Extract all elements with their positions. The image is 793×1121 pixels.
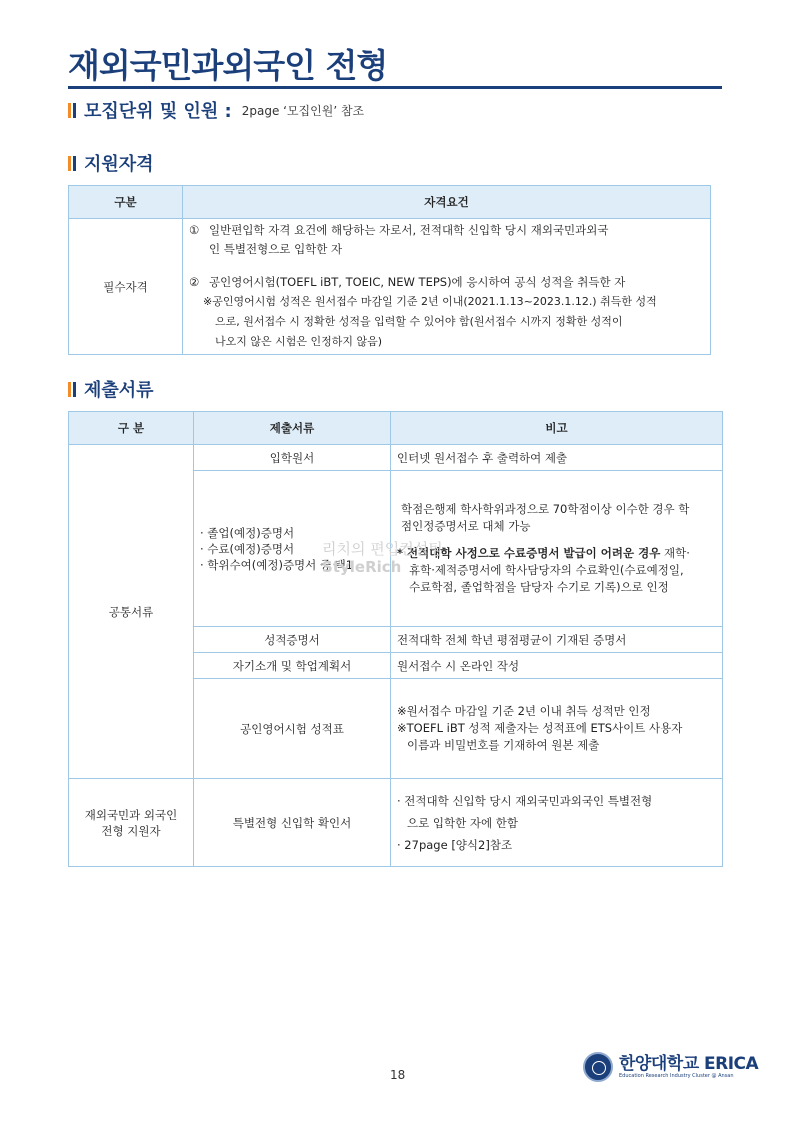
eligibility-requirements: [183, 219, 711, 355]
requirement-note-line2: 으로, 원서접수 시 정확한 성적을 입력할 수 있어야 함(원서접수 시까지 정확한 성적이: [215, 315, 623, 328]
logo-main-text: 한양대학교 ERICA: [619, 1053, 759, 1074]
section-eligibility-title: 지원자격: [84, 154, 154, 175]
watermark-line1: 리치의 편입컨설팅: [322, 540, 443, 558]
group-common-docs: 공통서류: [69, 445, 194, 779]
remark-application-form: 인터넷 원서접수 후 출력하여 제출: [391, 445, 723, 471]
requirement-1-line1: 일반편입학 자격 요건에 해당하는 자로서, 전적대학 신입학 당시 재외국민과외국: [209, 223, 609, 237]
requirement-note-line3: 나오지 않은 시험은 인정하지 않음): [215, 335, 383, 348]
logo-sub-text: Education Research Industry Cluster @ Ansan: [619, 1072, 734, 1079]
doc-graduation-cert: · 졸업(예정)증명서: [200, 525, 295, 540]
remark-completion-line3: 수료학점, 졸업학점을 담당자 수기로 기록)으로 인정: [409, 580, 669, 594]
remark-english-score: [391, 679, 723, 779]
requirement-1-line2: 인 특별전형으로 입학한 자: [209, 242, 343, 256]
group-overseas-applicants: [69, 779, 194, 867]
documents-table: [68, 411, 723, 867]
doc-degree-cert: · 학위수여(예정)증명서 중 택1: [200, 557, 354, 572]
item-number: ①: [189, 223, 200, 237]
documents-header-document: 제출서류: [194, 412, 391, 445]
university-seal-icon: [583, 1052, 613, 1082]
doc-english-score: 공인영어시험 성적표: [194, 679, 391, 779]
eligibility-header-category: 구분: [69, 186, 183, 219]
watermark-line2: StyleRich: [322, 558, 402, 576]
requirement-2-line1: 공인영어시험(TOEFL iBT, TOEIC, NEW TEPS)에 응시하여 공식 성적을 취득한 자: [209, 275, 626, 289]
remark-english-line3: 이름과 비밀번호를 기재하여 원본 제출: [407, 738, 600, 752]
section-recruitment-sub: 2page ‘모집인원’ 참조: [241, 103, 365, 118]
group-overseas-line1: 재외국민과 외국인: [84, 807, 178, 822]
remark-english-line1: ※원서접수 마감일 기준 2년 이내 취득 성적만 인정: [397, 704, 651, 718]
remark-completion-rest: 재학·: [660, 546, 690, 560]
remark-special-line3: · 27page [양식2]참조: [397, 837, 513, 852]
section-marker-icon: [68, 103, 76, 118]
section-recruitment: [68, 97, 364, 123]
title-divider: [68, 86, 722, 89]
section-documents: [68, 376, 154, 402]
eligibility-row-label: 필수자격: [69, 219, 183, 355]
section-documents-title: 제출서류: [84, 380, 154, 401]
section-eligibility: [68, 150, 154, 176]
doc-self-introduction: 자기소개 및 학업계획서: [194, 653, 391, 679]
doc-application-form: 입학원서: [194, 445, 391, 471]
section-marker-icon: [68, 156, 76, 171]
remark-completion-bold: * 전적대학 사정으로 수료증명서 발급이 어려운 경우: [397, 546, 661, 560]
remark-self-introduction: 원서접수 시 온라인 작성: [391, 653, 723, 679]
group-overseas-line2: 전형 지원자: [101, 823, 161, 838]
documents-header-remark: 비고: [391, 412, 723, 445]
item-number: ②: [189, 275, 200, 289]
remark-special-line1: · 전적대학 신입학 당시 재외국민과외국인 특별전형: [397, 793, 653, 808]
university-logo: [583, 1052, 758, 1082]
remark-transcript: 전적대학 전체 학년 평점평균이 기재된 증명서: [391, 627, 723, 653]
section-recruitment-title: 모집단위 및 인원 :: [84, 101, 232, 122]
remark-special-line2: 으로 입학한 자에 한함: [407, 815, 518, 830]
page-title: 재외국민과외국인 전형: [68, 46, 388, 85]
remark-credit-bank-line2: 점인정증명서로 대체 가능: [401, 519, 531, 533]
requirement-note-line1: ※공인영어시험 성적은 원서접수 마감일 기준 2년 이내(2021.1.13~2023.1.12.) 취득한 성적: [203, 295, 657, 308]
remark-credit-bank-line1: 학점은행제 학사학위과정으로 70학점이상 이수한 경우 학: [401, 502, 690, 516]
doc-special-admission-confirmation: 특별전형 신입학 확인서: [194, 779, 391, 867]
remark-special-admission: [391, 779, 723, 867]
doc-graduation-certificates: [194, 471, 391, 627]
eligibility-header-requirement: 자격요건: [183, 186, 711, 219]
doc-completion-cert: · 수료(예정)증명서: [200, 541, 295, 556]
section-marker-icon: [68, 382, 76, 397]
eligibility-table: [68, 185, 711, 355]
doc-transcript: 성적증명서: [194, 627, 391, 653]
remark-graduation-certificates: [391, 471, 723, 627]
remark-completion-line2: 휴학·제적증명서에 학사담당자의 수료확인(수료예정일,: [409, 563, 684, 577]
documents-header-category: 구 분: [69, 412, 194, 445]
page-number: 18: [390, 1068, 406, 1082]
remark-english-line2: ※TOEFL iBT 성적 제출자는 성적표에 ETS사이트 사용자: [397, 721, 683, 735]
